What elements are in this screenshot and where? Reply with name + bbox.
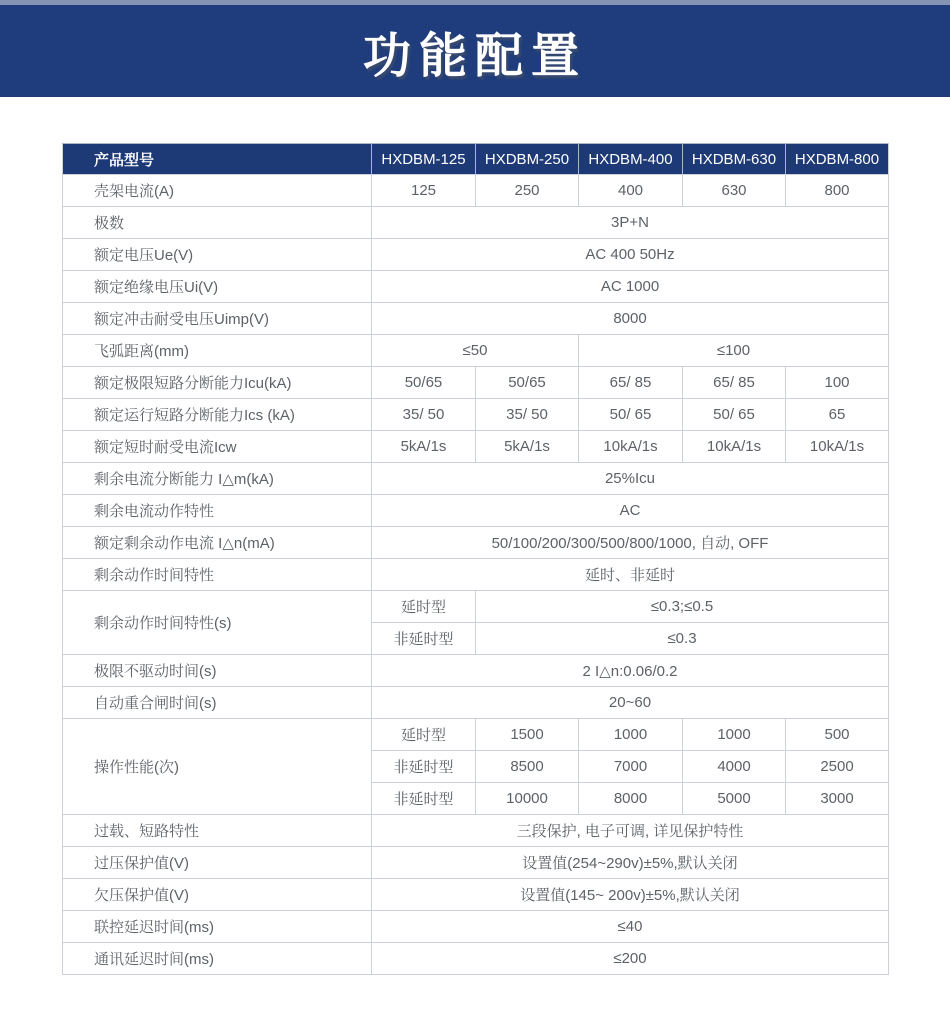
row-label: 联控延迟时间(ms) xyxy=(63,911,372,943)
cell-value: 5kA/1s xyxy=(372,431,476,463)
cell-value: 8000 xyxy=(372,303,889,335)
cell-value: 10kA/1s xyxy=(579,431,683,463)
cell-value: 125 xyxy=(372,175,476,207)
spec-table xyxy=(62,143,889,975)
cell-value: 100 xyxy=(786,367,889,399)
row-label: 过载、短路特性 xyxy=(63,815,372,847)
cell-value: 8500 xyxy=(476,751,579,783)
table-row xyxy=(63,239,889,271)
cell-value: 50/ 65 xyxy=(683,399,786,431)
cell-value: 50/65 xyxy=(476,367,579,399)
cell-value: 3P+N xyxy=(372,207,889,239)
row-label: 剩余电流动作特性 xyxy=(63,495,372,527)
row-label: 额定冲击耐受电压Uimp(V) xyxy=(63,303,372,335)
cell-value: ≤200 xyxy=(372,943,889,975)
cell-value: 250 xyxy=(476,175,579,207)
table-row xyxy=(63,399,889,431)
table-row xyxy=(63,207,889,239)
cell-value: 65/ 85 xyxy=(683,367,786,399)
row-label: 操作性能(次) xyxy=(63,719,372,815)
row-label: 剩余动作时间特性(s) xyxy=(63,591,372,655)
row-label: 极数 xyxy=(63,207,372,239)
cell-value: ≤50 xyxy=(372,335,579,367)
cell-value: ≤0.3;≤0.5 xyxy=(476,591,889,623)
cell-value: ≤0.3 xyxy=(476,623,889,655)
model-column-header: HXDBM-400 xyxy=(579,144,683,175)
cell-value: 50/65 xyxy=(372,367,476,399)
cell-value: 7000 xyxy=(579,751,683,783)
table-row xyxy=(63,495,889,527)
table-row xyxy=(63,527,889,559)
table-row xyxy=(63,335,889,367)
table-row xyxy=(63,943,889,975)
cell-value: 10000 xyxy=(476,783,579,815)
table-row xyxy=(63,591,889,623)
cell-value: 5000 xyxy=(683,783,786,815)
cell-value: 3000 xyxy=(786,783,889,815)
table-row xyxy=(63,367,889,399)
table-row xyxy=(63,655,889,687)
table-row xyxy=(63,271,889,303)
table-row xyxy=(63,879,889,911)
cell-value: 10kA/1s xyxy=(683,431,786,463)
table-row xyxy=(63,559,889,591)
cell-value: AC 400 50Hz xyxy=(372,239,889,271)
cell-value: 25%Icu xyxy=(372,463,889,495)
table-row xyxy=(63,687,889,719)
row-label: 额定剩余动作电流 I△n(mA) xyxy=(63,527,372,559)
cell-value: 35/ 50 xyxy=(476,399,579,431)
cell-value: 800 xyxy=(786,175,889,207)
row-label: 欠压保护值(V) xyxy=(63,879,372,911)
table-row xyxy=(63,175,889,207)
row-label: 壳架电流(A) xyxy=(63,175,372,207)
cell-value: 设置值(254~290v)±5%,默认关闭 xyxy=(372,847,889,879)
cell-value: 500 xyxy=(786,719,889,751)
cell-value: 35/ 50 xyxy=(372,399,476,431)
cell-value: 65/ 85 xyxy=(579,367,683,399)
cell-value: 400 xyxy=(579,175,683,207)
table-row xyxy=(63,463,889,495)
table-row xyxy=(63,719,889,751)
model-column-header: HXDBM-630 xyxy=(683,144,786,175)
row-label: 过压保护值(V) xyxy=(63,847,372,879)
cell-value: 三段保护, 电子可调, 详见保护特性 xyxy=(372,815,889,847)
sub-row-label: 延时型 xyxy=(372,719,476,751)
sub-row-label: 非延时型 xyxy=(372,783,476,815)
row-label: 自动重合闸时间(s) xyxy=(63,687,372,719)
cell-value: 8000 xyxy=(579,783,683,815)
page-title: 功能配置 xyxy=(362,29,587,83)
header-product-model: 产品型号 xyxy=(63,144,372,175)
row-label: 通讯延迟时间(ms) xyxy=(63,943,372,975)
table-row xyxy=(63,847,889,879)
cell-value: 630 xyxy=(683,175,786,207)
sub-row-label: 非延时型 xyxy=(372,751,476,783)
cell-value: AC 1000 xyxy=(372,271,889,303)
sub-row-label: 非延时型 xyxy=(372,623,476,655)
cell-value: 20~60 xyxy=(372,687,889,719)
table-row xyxy=(63,303,889,335)
cell-value: AC xyxy=(372,495,889,527)
cell-value: 50/100/200/300/500/800/1000, 自动, OFF xyxy=(372,527,889,559)
row-label: 额定短时耐受电流Icw xyxy=(63,431,372,463)
table-header-row xyxy=(63,144,889,175)
cell-value: 1000 xyxy=(683,719,786,751)
table-row xyxy=(63,815,889,847)
row-label: 额定运行短路分断能力Ics (kA) xyxy=(63,399,372,431)
cell-value: 5kA/1s xyxy=(476,431,579,463)
cell-value: 1500 xyxy=(476,719,579,751)
cell-value: 1000 xyxy=(579,719,683,751)
cell-value: 50/ 65 xyxy=(579,399,683,431)
cell-value: ≤40 xyxy=(372,911,889,943)
row-label: 飞弧距离(mm) xyxy=(63,335,372,367)
row-label: 额定电压Ue(V) xyxy=(63,239,372,271)
cell-value: 65 xyxy=(786,399,889,431)
cell-value: 10kA/1s xyxy=(786,431,889,463)
cell-value: 2 I△n:0.06/0.2 xyxy=(372,655,889,687)
cell-value: ≤100 xyxy=(579,335,889,367)
cell-value: 4000 xyxy=(683,751,786,783)
sub-row-label: 延时型 xyxy=(372,591,476,623)
row-label: 额定极限短路分断能力Icu(kA) xyxy=(63,367,372,399)
cell-value: 设置值(145~ 200v)±5%,默认关闭 xyxy=(372,879,889,911)
cell-value: 延时、非延时 xyxy=(372,559,889,591)
table-row xyxy=(63,911,889,943)
banner xyxy=(0,5,950,97)
model-column-header: HXDBM-250 xyxy=(476,144,579,175)
row-label: 剩余电流分断能力 I△m(kA) xyxy=(63,463,372,495)
table-row xyxy=(63,431,889,463)
model-column-header: HXDBM-800 xyxy=(786,144,889,175)
row-label: 额定绝缘电压Ui(V) xyxy=(63,271,372,303)
model-column-header: HXDBM-125 xyxy=(372,144,476,175)
row-label: 剩余动作时间特性 xyxy=(63,559,372,591)
cell-value: 2500 xyxy=(786,751,889,783)
row-label: 极限不驱动时间(s) xyxy=(63,655,372,687)
